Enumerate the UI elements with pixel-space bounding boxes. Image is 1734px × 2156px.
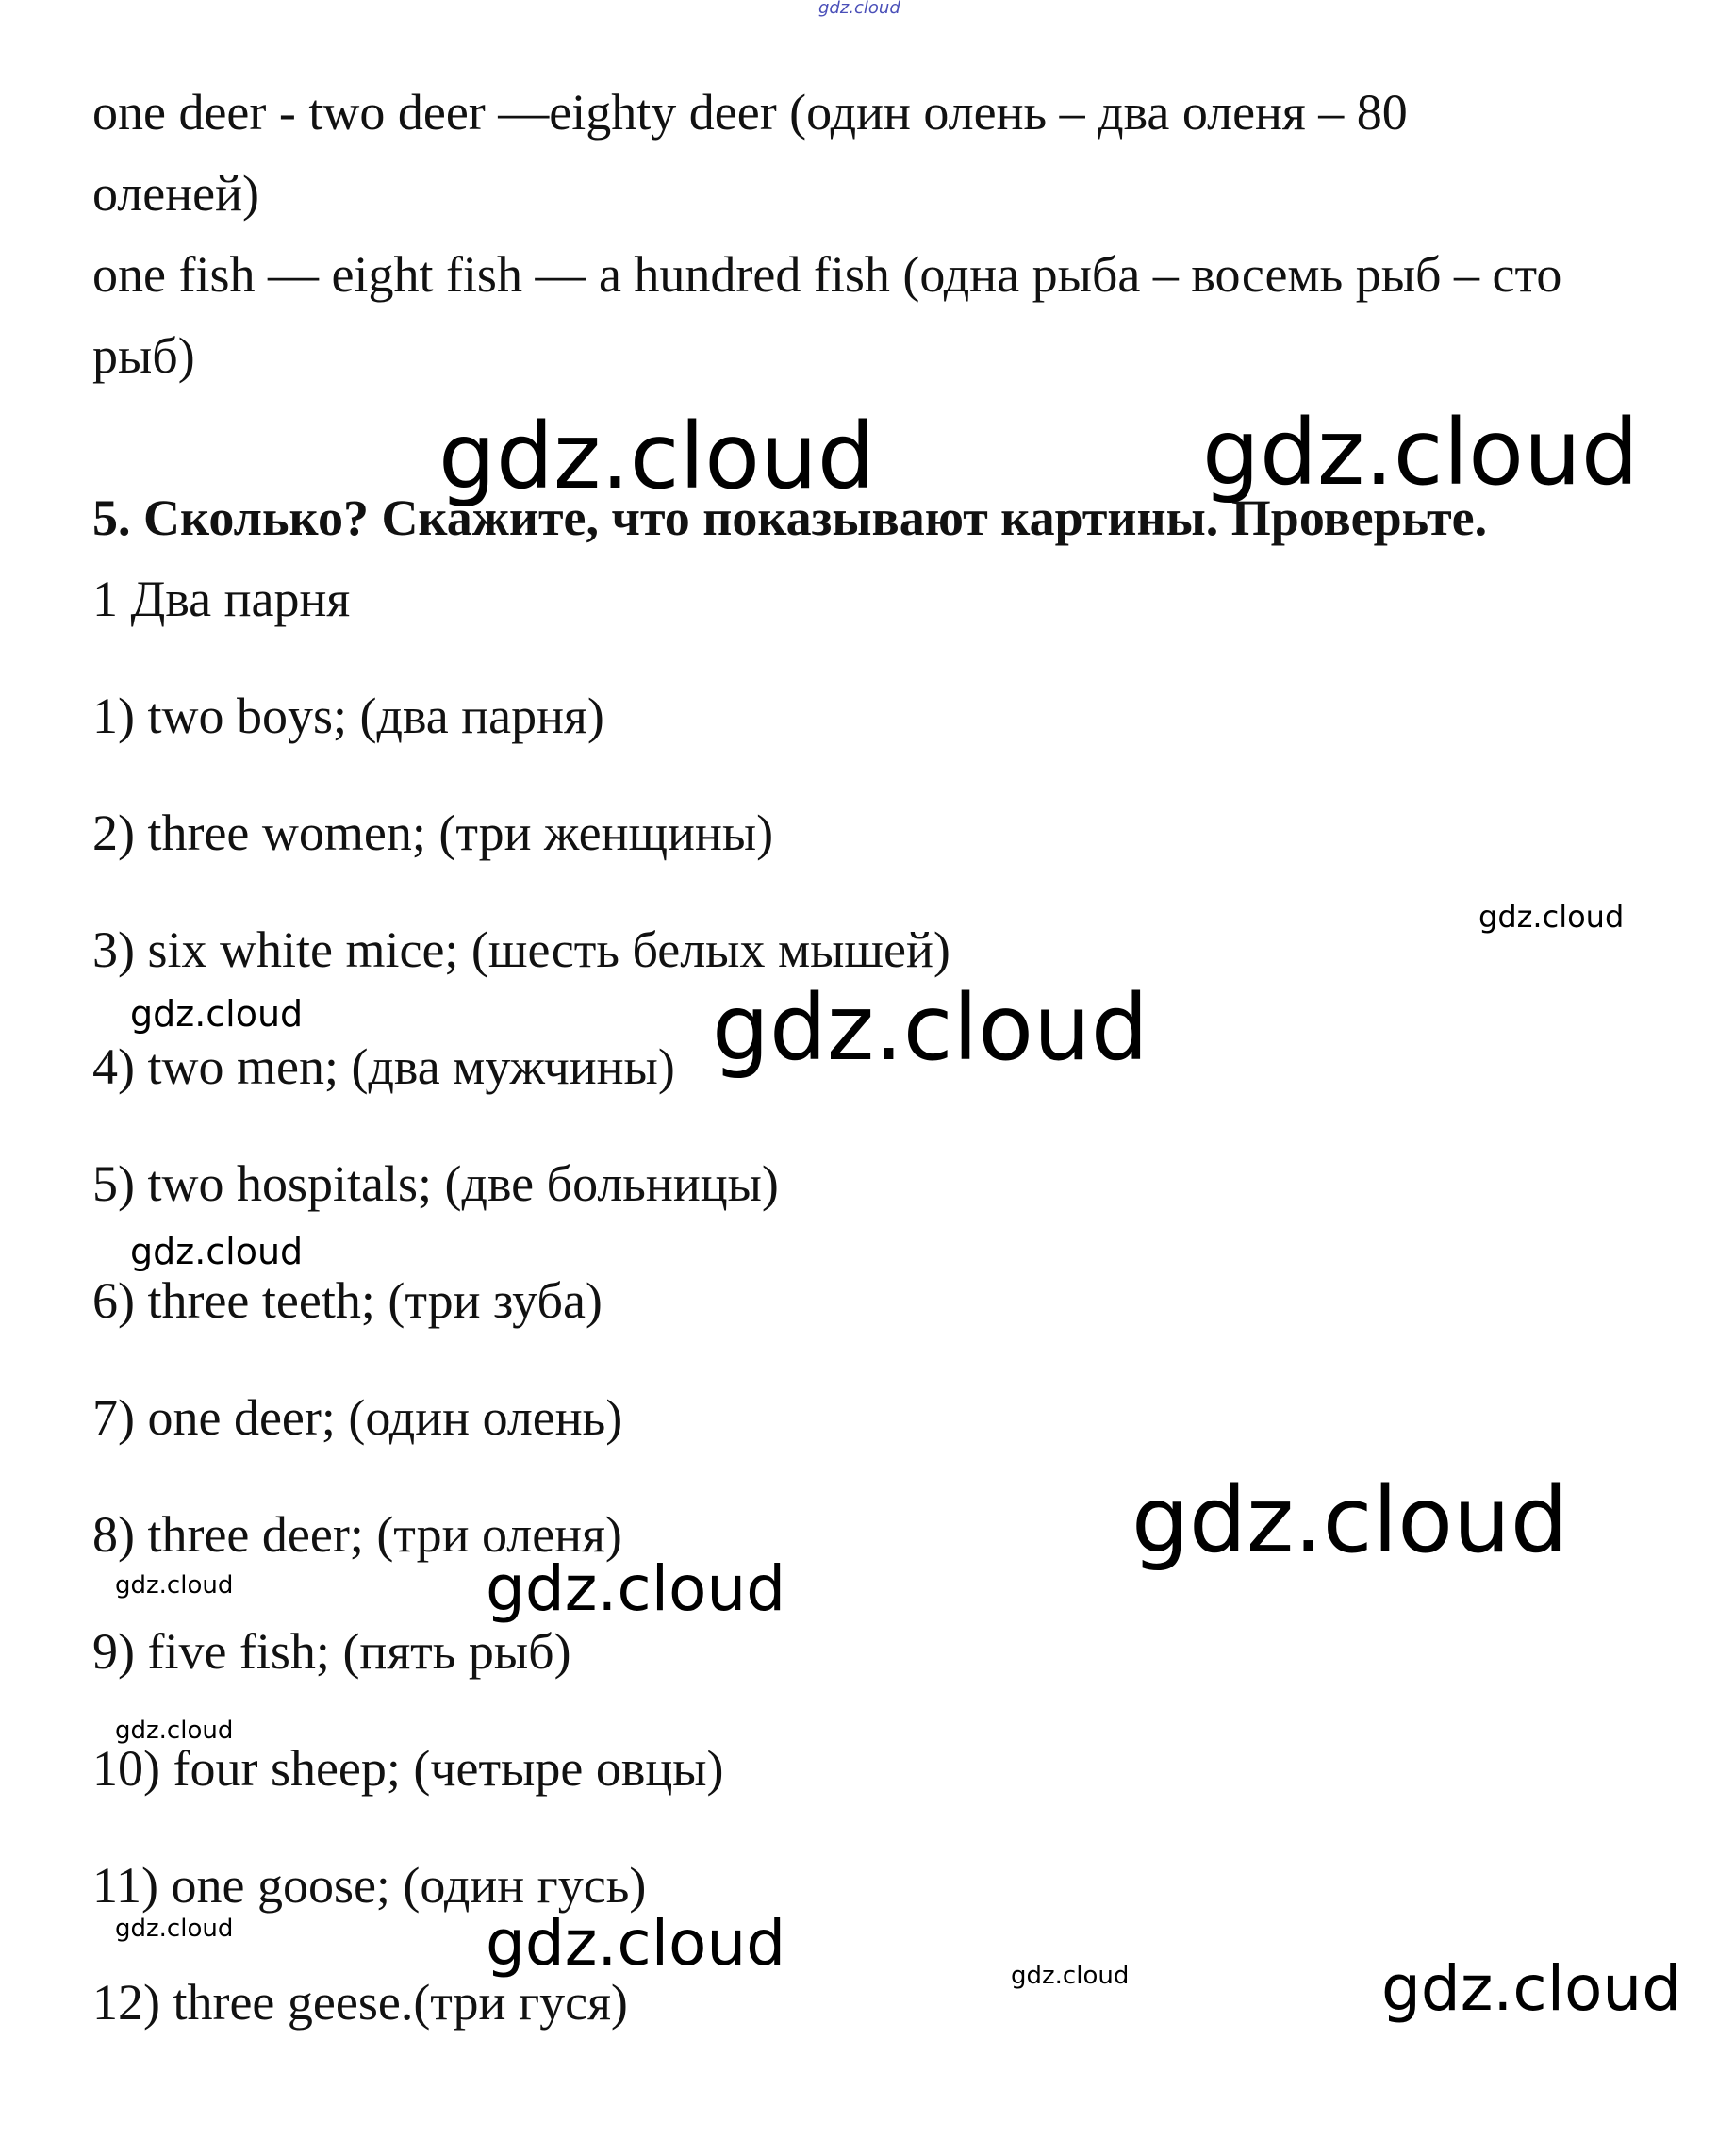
answer-item-4: 4) two men; (два мужчины) [92,1038,675,1095]
answer-item-1: 1) two boys; (два парня) [92,688,604,744]
answer-item-10: 10) four sheep; (четыре овцы) [92,1740,724,1797]
watermark: gdz.cloud [1202,400,1639,506]
watermark: gdz.cloud [130,993,304,1035]
answer-item-8: 8) three deer; (три оленя) [92,1506,622,1563]
answer-item-6: 6) three teeth; (три зуба) [92,1272,603,1329]
exercise-heading: 5. Сколько? Скажите, что показывают картины. Проверьте. [92,489,1488,546]
watermark: gdz.cloud [130,1231,304,1272]
answer-item-5: 5) two hospitals; (две больницы) [92,1155,779,1212]
watermark: gdz.cloud [115,1717,234,1745]
intro-line-1: one deer - two deer —eighty deer (один олень – два оленя – 80 [92,84,1408,141]
watermark: gdz.cloud [115,1915,234,1943]
watermark: gdz.cloud [1131,1468,1568,1573]
watermark: gdz.cloud [115,1571,234,1600]
answer-item-3: 3) six white mice; (шесть белых мышей) [92,921,950,978]
exercise-subtitle: 1 Два парня [92,571,351,627]
answer-item-7: 7) one deer; (один олень) [92,1389,623,1446]
intro-line-3: one fish — eight fish — a hundred fish (одна рыба – восемь рыб – сто [92,246,1562,303]
watermark: gdz.cloud [1381,1952,1682,2025]
watermark: gdz.cloud [486,1552,786,1625]
watermark: gdz.cloud [1478,899,1625,935]
intro-line-4: рыб) [92,327,195,384]
watermark: gdz.cloud [486,1907,786,1980]
answer-item-9: 9) five fish; (пять рыб) [92,1623,571,1680]
watermark-top: gdz.cloud [818,0,900,18]
answer-item-12: 12) three geese.(три гуся) [92,1974,628,2031]
answer-item-11: 11) one goose; (один гусь) [92,1857,647,1914]
answer-item-2: 2) three women; (три женщины) [92,804,774,861]
watermark: gdz.cloud [712,975,1148,1081]
intro-line-2: оленей) [92,165,259,222]
watermark: gdz.cloud [1011,1962,1130,1990]
watermark: gdz.cloud [438,404,875,509]
